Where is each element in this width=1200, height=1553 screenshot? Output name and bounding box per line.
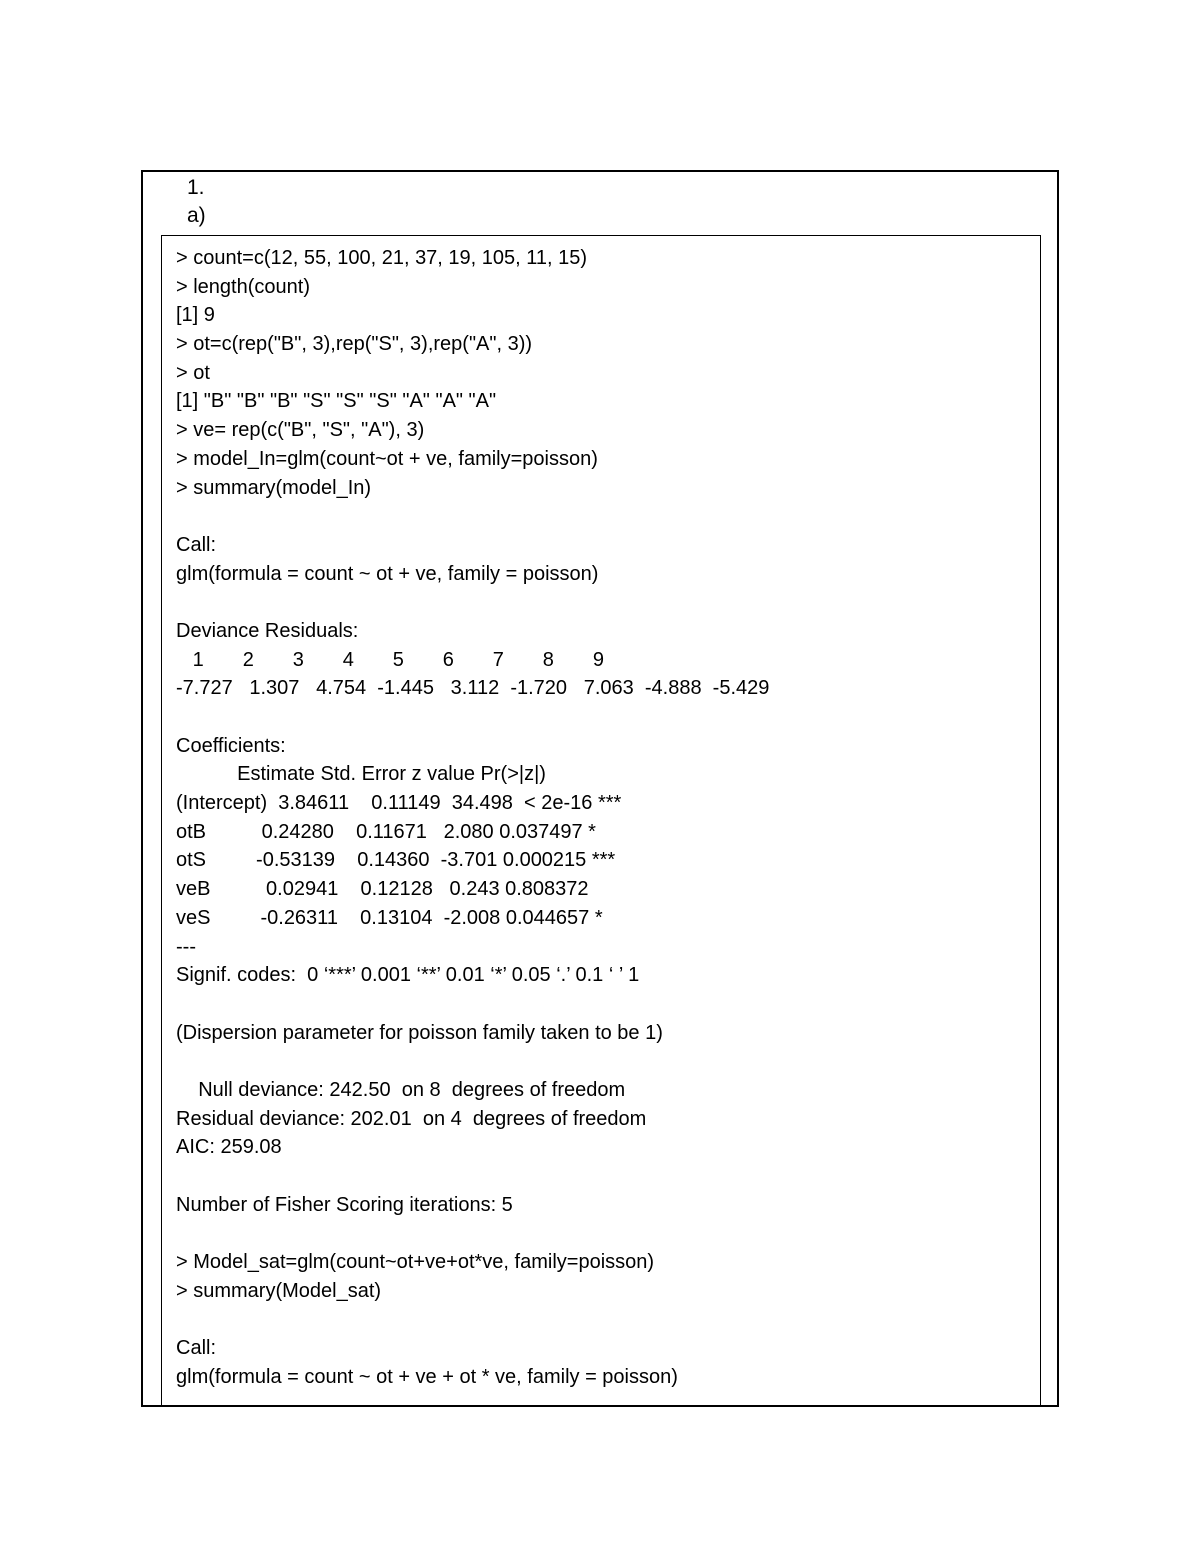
- console-line: (Dispersion parameter for poisson family taken to be 1): [176, 1021, 663, 1044]
- console-line: glm(formula = count ~ ot + ve, family = poisson): [176, 562, 599, 585]
- console-line: > count=c(12, 55, 100, 21, 37, 19, 105, 11, 15): [176, 247, 588, 269]
- console-line: [176, 703, 1036, 732]
- console-line: -7.727 1.307 4.754 -1.445 3.112 -1.720 7.063 -4.888 -5.429: [176, 677, 770, 700]
- console-line: [176, 502, 1036, 531]
- console-line: [176, 1219, 1036, 1248]
- console-line: Deviance Residuals:: [176, 619, 359, 642]
- console-line: > ot: [176, 361, 210, 384]
- console-line: [176, 588, 1036, 617]
- console-line: [176, 1162, 1036, 1191]
- console-line: > length(count): [176, 275, 310, 298]
- console-line: [1] 9: [176, 304, 215, 327]
- console-line: (Intercept) 3.84611 0.11149 34.498 < 2e-16 ***: [176, 792, 622, 815]
- console-line: 1 2 3 4 5 6 7 8 9: [176, 648, 604, 671]
- console-line: veB 0.02941 0.12128 0.243 0.808372: [176, 878, 589, 901]
- console-line: Signif. codes: 0 ‘***’ 0.001 ‘**’ 0.01 ‘*’ 0.05 ‘.’ 0.1 ‘ ’ 1: [176, 964, 640, 987]
- question-part: a): [187, 204, 206, 227]
- console-line: > summary(Model_sat): [176, 1279, 382, 1302]
- console-line: ---: [176, 935, 196, 958]
- console-line: > model_In=glm(count~ot + ve, family=poisson): [176, 447, 598, 470]
- question-number: 1.: [187, 176, 205, 199]
- console-line: glm(formula = count ~ ot + ve + ot * ve, family = poisson): [176, 1365, 678, 1388]
- console-line: Null deviance: 242.50 on 8 degrees of freedom: [176, 1078, 626, 1101]
- r-console-output: [176, 244, 1036, 1392]
- console-line: > ve= rep(c("B", "S", "A"), 3): [176, 419, 425, 442]
- console-line: Estimate Std. Error z value Pr(>|z|): [176, 763, 546, 786]
- console-line: Number of Fisher Scoring iterations: 5: [176, 1193, 513, 1216]
- console-line: Coefficients:: [176, 734, 286, 757]
- console-line: [1] "B" "B" "B" "S" "S" "S" "A" "A" "A": [176, 390, 497, 413]
- console-line: otS -0.53139 0.14360 -3.701 0.000215 ***: [176, 849, 616, 872]
- console-line: veS -0.26311 0.13104 -2.008 0.044657 *: [176, 906, 603, 929]
- console-line: Residual deviance: 202.01 on 4 degrees of freedom: [176, 1107, 647, 1130]
- console-line: > Model_sat=glm(count~ot+ve+ot*ve, family=poisson): [176, 1251, 655, 1274]
- console-line: > ot=c(rep("B", 3),rep("S", 3),rep("A", 3)): [176, 333, 533, 356]
- console-line: Call:: [176, 1337, 217, 1360]
- console-line: [176, 1047, 1036, 1076]
- console-line: > summary(model_In): [176, 476, 372, 499]
- console-line: AIC: 259.08: [176, 1136, 282, 1159]
- console-line: [176, 990, 1036, 1019]
- console-line: [176, 1305, 1036, 1334]
- console-line: otB 0.24280 0.11671 2.080 0.037497 *: [176, 820, 596, 843]
- console-line: Call:: [176, 533, 217, 556]
